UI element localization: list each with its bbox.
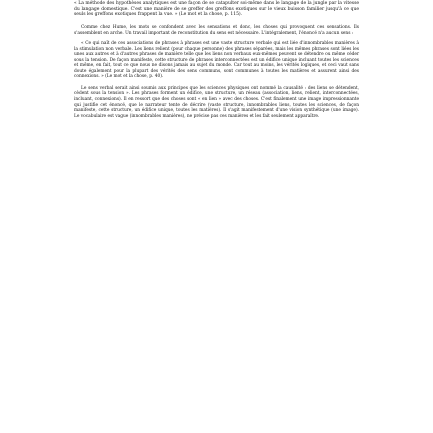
spacer [74,18,359,25]
opening-quotation: « La méthode des hypothèses analytiques est une façon de se catapulter soi-même dans le langage de la jungle par la vitesse du langage domestique. C'est une manière de se greffer des greffons exotiques sur le vieux buisson familier jusqu'à ce que seuls les greffons exotiques frappent la vue. » (Le mot et la chose, p. 115). [74,1,359,18]
block-quotation: « Ce qui naît de ces associations de phrases à phrases est une vaste structure verbale qui est liée d'innombrables manières à la stimulation non verbale. Les liens relient (pour chaque personne) des phrases séparées, mais les mêmes phrases sont liées les unes aux autres et à d'autres phrases de manière telle que les liens non verbaux eux-mêmes peuvent se détendre ou même céder sous la tension. De façon manifeste, cette structure de phrases interconnectées est un édifice unique incluant toutes les sciences et même, en fait, tout ce que nous ne disons jamais au sujet du monde. Car tout au moins, les vérités logiques, et ceci vaut sans doute également pour la plupart des vérités des sens communs, sont communes à toutes les matières et assurent ainsi des connexions. » (Le mot et la chose, p. 40). [74,41,359,80]
body-paragraph: Le sens verbal serait ainsi soumis aux principes que les sciences physiques ont nommé la causalité : des liens se détendent, cèdent sous la tension ». Les phrases forment un édifice, une structure, un réseau (association, liens, relient, interconnectées, incluant, connexions). Il en ressort que des choses sont « en lien » avec des choses. C'est finalement une image impressionnante qui justifie cet énoncé, que le narrateur tente de décrire (vaste structure, innombrables liens, toutes les sciences, de façon manifeste, cette structure, un édifice unique, toutes les matières). Il s'agit manifestement d'une vision synthétique (une image). Le vocabulaire est vague (innombrables manières), ne précise pas ces manières et les fait seulement apparaître. [74,85,359,119]
body-paragraph: Comme chez Hume, les mots se confondent avec les sensations et donc, les choses qui provoquent ces sensations. Ils s'assemblent en arche. Un travail important de reconstitution du sens est nécessaire. L'intégralement, l'énoncé n'a aucun sens : [74,24,359,36]
